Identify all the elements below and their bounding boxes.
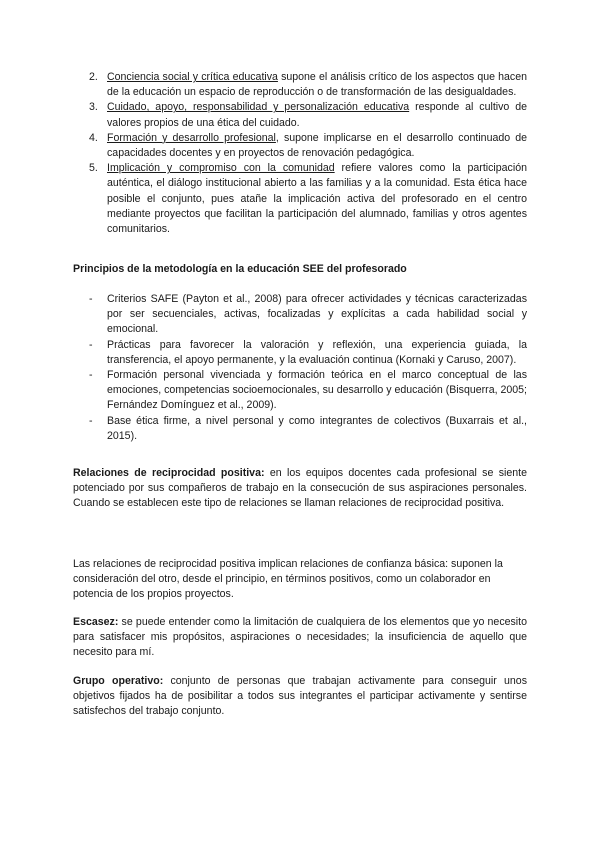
grupo-paragraph — [73, 674, 527, 719]
bullet-text: Base ética firme, a nivel personal y como integrantes de colectivos (Buxarrais et al., 2015). — [107, 414, 527, 442]
bullet-dash: - — [89, 369, 93, 382]
list-item-text: supone el análisis crítico de los aspectos que hacen de la educación un espacio de reproducción o de transformación de las desigualdades. — [107, 71, 527, 99]
escasez-paragraph — [73, 615, 527, 660]
bullet-item — [89, 338, 527, 368]
list-item-text: responde al cultivo de valores propios de una ética del cuidado. — [107, 101, 527, 129]
list-item-text: refiere valores como la participación auténtica, el diálogo institucional abierto a las familias y a la comunidad. Esta ética hace posible el conjunto, pues atañe la implicación activa del profesorado en el centro mediante proyectos que facilitan la participación del alumnado, familias y otros agentes comunitarios. — [107, 162, 527, 236]
bullet-dash: - — [89, 293, 93, 305]
list-item — [89, 100, 527, 130]
bullet-item — [89, 368, 527, 414]
bullet-list — [89, 292, 527, 444]
list-number: 4. — [89, 131, 98, 144]
bullet-text: Criterios SAFE (Payton et al., 2008) para ofrecer actividades y técnicas caracterizadas por ser secuenciales, activas, focalizadas y explícitas a cada habilidad social y emocional. — [107, 293, 527, 336]
list-item-title: Formación y desarrollo profesional — [107, 131, 276, 144]
numbered-list — [89, 70, 527, 237]
list-item-text: , supone implicarse en el desarrollo continuado de capacidades docentes y en proyectos de renovación pedagógica. — [107, 131, 528, 160]
bullet-item — [89, 414, 527, 444]
list-number: 3. — [89, 101, 98, 114]
list-item — [89, 70, 527, 100]
list-number: 2. — [89, 71, 98, 83]
reciprocidad-text: en los equipos docentes cada profesional se siente potenciado por sus compañeros de trabajo en la consecución de sus aspiraciones personales. Cuando se establecen este tipo de relaciones se llaman relaciones de reciprocidad positiva. — [73, 467, 527, 509]
confianza-paragraph: Las relaciones de reciprocidad positiva implican relaciones de confianza básica: suponen la consideración del otro, desde el principio, en términos positivos, como un colaborador en potencia de los propios proyectos. — [73, 558, 503, 600]
list-number: 5. — [89, 162, 98, 175]
bullet-item — [89, 292, 527, 338]
reciprocidad-paragraph — [73, 466, 527, 511]
reciprocidad-term: Relaciones de reciprocidad positiva: — [73, 467, 265, 479]
list-item — [89, 131, 527, 161]
section-heading: Principios de la metodología en la educación SEE del profesorado — [73, 263, 407, 275]
list-item-title: Conciencia social y crítica educativa — [107, 71, 278, 83]
list-item-title: Cuidado, apoyo, responsabilidad y personalización educativa — [107, 101, 410, 114]
list-item — [89, 161, 527, 237]
escasez-text: se puede entender como la limitación de cualquiera de los elementos que yo necesito para satisfacer mis propósitos, aspiraciones o necesidades; la insuficiencia de aquello que necesito para mí. — [73, 616, 527, 658]
bullet-dash: - — [89, 338, 93, 351]
bullet-dash: - — [89, 414, 93, 427]
list-item-title: Implicación y compromiso con la comunidad — [107, 162, 335, 175]
bullet-text: Formación personal vivenciada y formación teórica en el marco conceptual de las emociones, competencias socioemocionales, su desarrollo y educación (Bisquerra, 2005; Fernández Domínguez et al., 2009). — [107, 369, 527, 412]
escasez-term: Escasez: — [73, 616, 119, 628]
grupo-text: conjunto de personas que trabajan activamente para conseguir unos objetivos fijados ha de posibilitar a todos sus integrantes el participar activamente y sentirse satisfechos del trabajo conjunto. — [73, 675, 527, 717]
bullet-text: Prácticas para favorecer la valoración y reflexión, una experiencia guiada, la transferencia, el apoyo permanente, y la evaluación continua (Kornaki y Caruso, 2007). — [107, 338, 527, 366]
grupo-term: Grupo operativo: — [73, 675, 164, 687]
